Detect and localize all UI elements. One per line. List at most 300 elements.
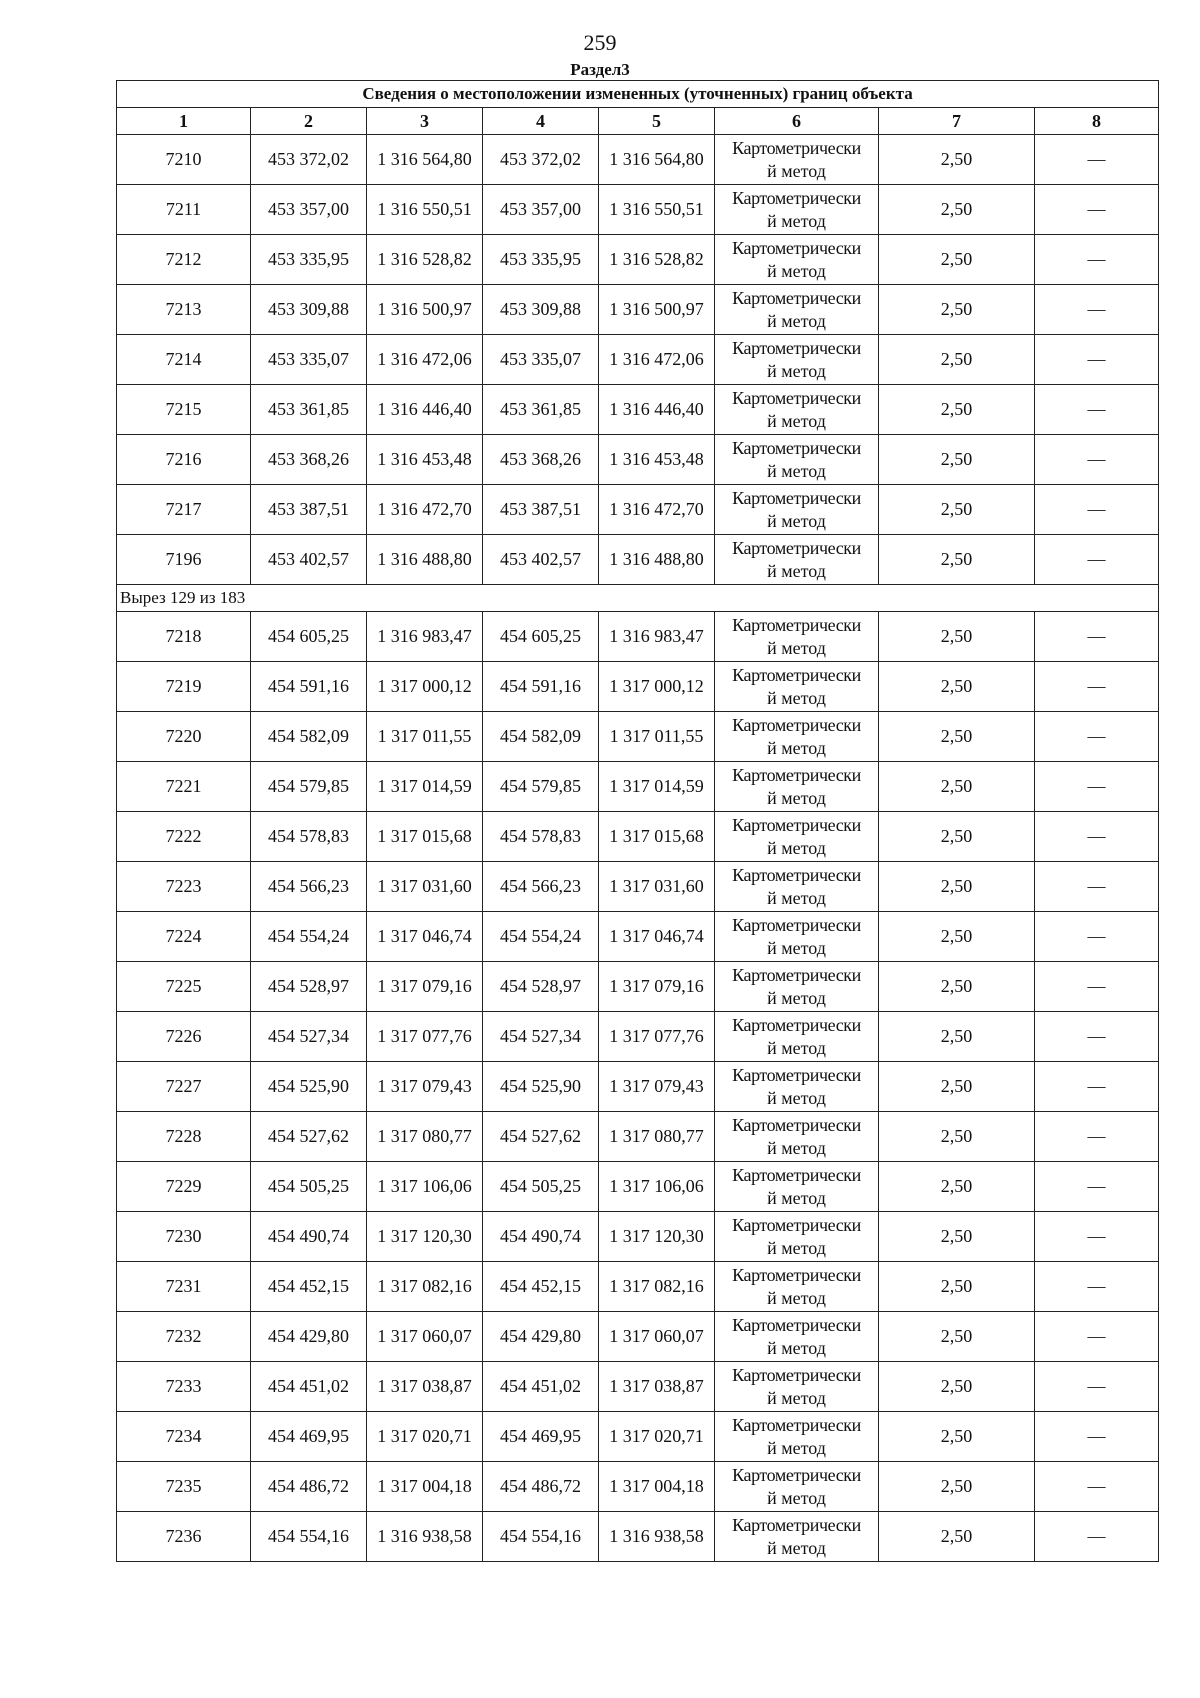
method-text-line: Картометрически <box>732 537 861 558</box>
point-number-cell: 7221 <box>117 762 251 812</box>
y-coordinate-cell: 1 316 564,80 <box>599 135 715 185</box>
table-row <box>117 135 1159 185</box>
y-coordinate-cell: 1 317 106,06 <box>599 1162 715 1212</box>
column-number: 6 <box>715 108 879 135</box>
method-text-line: Картометрически <box>732 1514 861 1535</box>
method-cell <box>715 335 879 385</box>
x-coordinate-cell: 453 309,88 <box>251 285 367 335</box>
x-coordinate-cell: 454 605,25 <box>483 612 599 662</box>
x-coordinate-cell: 454 554,24 <box>483 912 599 962</box>
method-text-line: й метод <box>767 460 826 481</box>
x-coordinate-cell: 454 525,90 <box>483 1062 599 1112</box>
method-text-line: й метод <box>767 887 826 908</box>
note-cell: — <box>1035 1012 1159 1062</box>
x-coordinate-cell: 454 469,95 <box>483 1412 599 1462</box>
y-coordinate-cell: 1 317 031,60 <box>367 862 483 912</box>
method-cell <box>715 435 879 485</box>
y-coordinate-cell: 1 316 938,58 <box>599 1512 715 1562</box>
y-coordinate-cell: 1 317 015,68 <box>599 812 715 862</box>
point-number-cell: 7224 <box>117 912 251 962</box>
accuracy-cell: 2,50 <box>879 135 1035 185</box>
table-row <box>117 535 1159 585</box>
accuracy-cell: 2,50 <box>879 185 1035 235</box>
method-text-line: й метод <box>767 1537 826 1558</box>
note-cell: — <box>1035 185 1159 235</box>
x-coordinate-cell: 454 566,23 <box>251 862 367 912</box>
y-coordinate-cell: 1 317 079,16 <box>599 962 715 1012</box>
table-row <box>117 912 1159 962</box>
y-coordinate-cell: 1 316 453,48 <box>599 435 715 485</box>
x-coordinate-cell: 454 525,90 <box>251 1062 367 1112</box>
section-title: Раздел3 <box>570 60 630 79</box>
y-coordinate-cell: 1 317 080,77 <box>367 1112 483 1162</box>
table-row <box>117 1312 1159 1362</box>
table-row <box>117 285 1159 335</box>
column-number: 2 <box>251 108 367 135</box>
table-row <box>117 762 1159 812</box>
x-coordinate-cell: 454 527,34 <box>251 1012 367 1062</box>
table-row <box>117 1262 1159 1312</box>
accuracy-cell: 2,50 <box>879 1412 1035 1462</box>
y-coordinate-cell: 1 317 046,74 <box>599 912 715 962</box>
y-coordinate-cell: 1 317 000,12 <box>367 662 483 712</box>
y-coordinate-cell: 1 316 938,58 <box>367 1512 483 1562</box>
table-row <box>117 335 1159 385</box>
method-cell <box>715 1212 879 1262</box>
y-coordinate-cell: 1 316 472,70 <box>367 485 483 535</box>
x-coordinate-cell: 453 335,07 <box>483 335 599 385</box>
point-number-cell: 7213 <box>117 285 251 335</box>
point-number-cell: 7228 <box>117 1112 251 1162</box>
method-cell <box>715 1062 879 1112</box>
method-text-line: й метод <box>767 1487 826 1508</box>
method-cell <box>715 1312 879 1362</box>
accuracy-cell: 2,50 <box>879 1512 1035 1562</box>
point-number-cell: 7233 <box>117 1362 251 1412</box>
point-number-cell: 7211 <box>117 185 251 235</box>
point-number-cell: 7223 <box>117 862 251 912</box>
y-coordinate-cell: 1 317 120,30 <box>599 1212 715 1262</box>
point-number-cell: 7231 <box>117 1262 251 1312</box>
method-cell <box>715 535 879 585</box>
y-coordinate-cell: 1 317 038,87 <box>367 1362 483 1412</box>
table-row <box>117 1462 1159 1512</box>
x-coordinate-cell: 453 335,07 <box>251 335 367 385</box>
column-number: 7 <box>879 108 1035 135</box>
y-coordinate-cell: 1 317 004,18 <box>367 1462 483 1512</box>
note-cell: — <box>1035 1112 1159 1162</box>
x-coordinate-cell: 454 505,25 <box>483 1162 599 1212</box>
y-coordinate-cell: 1 316 983,47 <box>367 612 483 662</box>
method-text-line: й метод <box>767 937 826 958</box>
table-row <box>117 1062 1159 1112</box>
accuracy-cell: 2,50 <box>879 335 1035 385</box>
y-coordinate-cell: 1 317 046,74 <box>367 912 483 962</box>
x-coordinate-cell: 453 402,57 <box>483 535 599 585</box>
y-coordinate-cell: 1 316 550,51 <box>599 185 715 235</box>
point-number-cell: 7222 <box>117 812 251 862</box>
y-coordinate-cell: 1 316 488,80 <box>367 535 483 585</box>
table-row <box>117 712 1159 762</box>
column-number: 1 <box>117 108 251 135</box>
method-text-line: Картометрически <box>732 714 861 735</box>
x-coordinate-cell: 453 357,00 <box>483 185 599 235</box>
note-cell: — <box>1035 762 1159 812</box>
method-text-line: й метод <box>767 687 826 708</box>
table-row <box>117 612 1159 662</box>
method-text-line: Картометрически <box>732 1264 861 1285</box>
method-text-line: й метод <box>767 360 826 381</box>
x-coordinate-cell: 453 335,95 <box>483 235 599 285</box>
method-text-line: й метод <box>767 1237 826 1258</box>
table-row <box>117 662 1159 712</box>
y-coordinate-cell: 1 316 528,82 <box>367 235 483 285</box>
y-coordinate-cell: 1 317 060,07 <box>367 1312 483 1362</box>
method-text-line: й метод <box>767 1087 826 1108</box>
accuracy-cell: 2,50 <box>879 1212 1035 1262</box>
x-coordinate-cell: 454 528,97 <box>483 962 599 1012</box>
accuracy-cell: 2,50 <box>879 1312 1035 1362</box>
accuracy-cell: 2,50 <box>879 385 1035 435</box>
x-coordinate-cell: 454 566,23 <box>483 862 599 912</box>
y-coordinate-cell: 1 317 015,68 <box>367 812 483 862</box>
x-coordinate-cell: 454 591,16 <box>483 662 599 712</box>
accuracy-cell: 2,50 <box>879 1112 1035 1162</box>
x-coordinate-cell: 454 429,80 <box>251 1312 367 1362</box>
note-cell: — <box>1035 485 1159 535</box>
y-coordinate-cell: 1 316 500,97 <box>367 285 483 335</box>
point-number-cell: 7227 <box>117 1062 251 1112</box>
method-cell <box>715 1262 879 1312</box>
y-coordinate-cell: 1 317 106,06 <box>367 1162 483 1212</box>
method-text-line: Картометрически <box>732 1114 861 1135</box>
x-coordinate-cell: 454 579,85 <box>483 762 599 812</box>
x-coordinate-cell: 454 528,97 <box>251 962 367 1012</box>
note-cell: — <box>1035 862 1159 912</box>
accuracy-cell: 2,50 <box>879 485 1035 535</box>
y-coordinate-cell: 1 317 080,77 <box>599 1112 715 1162</box>
y-coordinate-cell: 1 317 014,59 <box>599 762 715 812</box>
y-coordinate-cell: 1 316 446,40 <box>599 385 715 435</box>
method-text-line: й метод <box>767 260 826 281</box>
y-coordinate-cell: 1 317 077,76 <box>599 1012 715 1062</box>
method-cell <box>715 1512 879 1562</box>
method-text-line: Картометрически <box>732 337 861 358</box>
x-coordinate-cell: 454 605,25 <box>251 612 367 662</box>
y-coordinate-cell: 1 316 528,82 <box>599 235 715 285</box>
x-coordinate-cell: 453 361,85 <box>483 385 599 435</box>
point-number-cell: 7216 <box>117 435 251 485</box>
method-cell <box>715 712 879 762</box>
y-coordinate-cell: 1 316 550,51 <box>367 185 483 235</box>
method-cell <box>715 862 879 912</box>
accuracy-cell: 2,50 <box>879 862 1035 912</box>
method-text-line: Картометрически <box>732 137 861 158</box>
method-cell <box>715 485 879 535</box>
point-number-cell: 7234 <box>117 1412 251 1462</box>
x-coordinate-cell: 454 527,62 <box>251 1112 367 1162</box>
accuracy-cell: 2,50 <box>879 1462 1035 1512</box>
method-text-line: й метод <box>767 737 826 758</box>
note-cell: — <box>1035 385 1159 435</box>
y-coordinate-cell: 1 316 472,06 <box>367 335 483 385</box>
method-cell <box>715 185 879 235</box>
x-coordinate-cell: 453 402,57 <box>251 535 367 585</box>
x-coordinate-cell: 454 527,62 <box>483 1112 599 1162</box>
accuracy-cell: 2,50 <box>879 762 1035 812</box>
table-row <box>117 235 1159 285</box>
x-coordinate-cell: 454 554,16 <box>251 1512 367 1562</box>
accuracy-cell: 2,50 <box>879 1062 1035 1112</box>
method-text-line: Картометрически <box>732 914 861 935</box>
note-cell: — <box>1035 962 1159 1012</box>
method-text-line: Картометрически <box>732 187 861 208</box>
note-cell: — <box>1035 612 1159 662</box>
y-coordinate-cell: 1 316 983,47 <box>599 612 715 662</box>
method-cell <box>715 235 879 285</box>
note-cell: — <box>1035 912 1159 962</box>
x-coordinate-cell: 454 554,24 <box>251 912 367 962</box>
point-number-cell: 7218 <box>117 612 251 662</box>
x-coordinate-cell: 454 451,02 <box>483 1362 599 1412</box>
note-cell: — <box>1035 335 1159 385</box>
x-coordinate-cell: 454 452,15 <box>483 1262 599 1312</box>
note-cell: — <box>1035 1512 1159 1562</box>
note-cell: — <box>1035 1062 1159 1112</box>
method-text-line: й метод <box>767 1187 826 1208</box>
method-cell <box>715 285 879 335</box>
y-coordinate-cell: 1 317 120,30 <box>367 1212 483 1262</box>
column-number-row <box>117 108 1159 135</box>
note-cell: — <box>1035 1262 1159 1312</box>
note-cell: — <box>1035 1312 1159 1362</box>
x-coordinate-cell: 454 505,25 <box>251 1162 367 1212</box>
table-row <box>117 485 1159 535</box>
method-text-line: Картометрически <box>732 287 861 308</box>
x-coordinate-cell: 454 591,16 <box>251 662 367 712</box>
y-coordinate-cell: 1 317 079,43 <box>367 1062 483 1112</box>
point-number-cell: 7236 <box>117 1512 251 1562</box>
y-coordinate-cell: 1 316 453,48 <box>367 435 483 485</box>
point-number-cell: 7217 <box>117 485 251 535</box>
point-number-cell: 7232 <box>117 1312 251 1362</box>
point-number-cell: 7230 <box>117 1212 251 1262</box>
method-text-line: Картометрически <box>732 964 861 985</box>
page-number: 259 <box>583 30 617 55</box>
table-row <box>117 1162 1159 1212</box>
y-coordinate-cell: 1 316 472,70 <box>599 485 715 535</box>
y-coordinate-cell: 1 316 446,40 <box>367 385 483 435</box>
x-coordinate-cell: 453 309,88 <box>483 285 599 335</box>
y-coordinate-cell: 1 317 082,16 <box>599 1262 715 1312</box>
accuracy-cell: 2,50 <box>879 285 1035 335</box>
y-coordinate-cell: 1 317 014,59 <box>367 762 483 812</box>
accuracy-cell: 2,50 <box>879 235 1035 285</box>
method-text-line: й метод <box>767 210 826 231</box>
method-text-line: й метод <box>767 510 826 531</box>
x-coordinate-cell: 453 361,85 <box>251 385 367 435</box>
y-coordinate-cell: 1 316 564,80 <box>367 135 483 185</box>
x-coordinate-cell: 453 357,00 <box>251 185 367 235</box>
x-coordinate-cell: 454 578,83 <box>251 812 367 862</box>
method-text-line: Картометрически <box>732 237 861 258</box>
column-number: 5 <box>599 108 715 135</box>
note-cell: — <box>1035 1162 1159 1212</box>
y-coordinate-cell: 1 317 011,55 <box>367 712 483 762</box>
method-cell <box>715 962 879 1012</box>
x-coordinate-cell: 454 554,16 <box>483 1512 599 1562</box>
x-coordinate-cell: 454 579,85 <box>251 762 367 812</box>
note-cell: — <box>1035 1462 1159 1512</box>
y-coordinate-cell: 1 317 000,12 <box>599 662 715 712</box>
note-cell: — <box>1035 662 1159 712</box>
method-text-line: Картометрически <box>732 864 861 885</box>
accuracy-cell: 2,50 <box>879 712 1035 762</box>
y-coordinate-cell: 1 317 079,16 <box>367 962 483 1012</box>
accuracy-cell: 2,50 <box>879 535 1035 585</box>
x-coordinate-cell: 454 490,74 <box>251 1212 367 1262</box>
method-text-line: Картометрически <box>732 1414 861 1435</box>
accuracy-cell: 2,50 <box>879 912 1035 962</box>
y-coordinate-cell: 1 317 060,07 <box>599 1312 715 1362</box>
x-coordinate-cell: 453 368,26 <box>251 435 367 485</box>
accuracy-cell: 2,50 <box>879 1162 1035 1212</box>
y-coordinate-cell: 1 317 038,87 <box>599 1362 715 1412</box>
method-text-line: Картометрически <box>732 1464 861 1485</box>
coordinates-table <box>116 80 1159 1562</box>
method-text-line: й метод <box>767 1437 826 1458</box>
table-row <box>117 385 1159 435</box>
note-cell: — <box>1035 1362 1159 1412</box>
column-number: 4 <box>483 108 599 135</box>
method-text-line: Картометрически <box>732 387 861 408</box>
method-text-line: й метод <box>767 310 826 331</box>
note-cell: — <box>1035 1212 1159 1262</box>
note-cell: — <box>1035 135 1159 185</box>
x-coordinate-cell: 453 387,51 <box>483 485 599 535</box>
x-coordinate-cell: 454 469,95 <box>251 1412 367 1462</box>
method-text-line: й метод <box>767 1287 826 1308</box>
note-cell: — <box>1035 235 1159 285</box>
column-number: 3 <box>367 108 483 135</box>
y-coordinate-cell: 1 317 020,71 <box>367 1412 483 1462</box>
method-cell <box>715 612 879 662</box>
x-coordinate-cell: 454 486,72 <box>251 1462 367 1512</box>
x-coordinate-cell: 454 582,09 <box>251 712 367 762</box>
method-cell <box>715 135 879 185</box>
x-coordinate-cell: 453 372,02 <box>483 135 599 185</box>
method-cell <box>715 912 879 962</box>
note-cell: — <box>1035 535 1159 585</box>
table-row <box>117 1362 1159 1412</box>
note-cell: — <box>1035 435 1159 485</box>
method-cell <box>715 1162 879 1212</box>
point-number-cell: 7214 <box>117 335 251 385</box>
point-number-cell: 7226 <box>117 1012 251 1062</box>
method-text-line: й метод <box>767 1037 826 1058</box>
note-cell: — <box>1035 1412 1159 1462</box>
column-number: 8 <box>1035 108 1159 135</box>
accuracy-cell: 2,50 <box>879 1362 1035 1412</box>
method-text-line: Картометрически <box>732 1014 861 1035</box>
method-cell <box>715 662 879 712</box>
table-caption: Сведения о местоположении измененных (уточненных) границ объекта <box>117 81 1159 108</box>
note-cell: — <box>1035 285 1159 335</box>
point-number-cell: 7210 <box>117 135 251 185</box>
method-text-line: й метод <box>767 987 826 1008</box>
x-coordinate-cell: 453 372,02 <box>251 135 367 185</box>
point-number-cell: 7235 <box>117 1462 251 1512</box>
y-coordinate-cell: 1 317 031,60 <box>599 862 715 912</box>
accuracy-cell: 2,50 <box>879 662 1035 712</box>
point-number-cell: 7215 <box>117 385 251 435</box>
x-coordinate-cell: 453 335,95 <box>251 235 367 285</box>
method-text-line: й метод <box>767 410 826 431</box>
x-coordinate-cell: 454 490,74 <box>483 1212 599 1262</box>
accuracy-cell: 2,50 <box>879 1262 1035 1312</box>
x-coordinate-cell: 454 429,80 <box>483 1312 599 1362</box>
y-coordinate-cell: 1 317 020,71 <box>599 1412 715 1462</box>
method-text-line: Картометрически <box>732 664 861 685</box>
method-text-line: Картометрически <box>732 1364 861 1385</box>
table-row <box>117 862 1159 912</box>
table-row <box>117 435 1159 485</box>
x-coordinate-cell: 454 451,02 <box>251 1362 367 1412</box>
y-coordinate-cell: 1 316 500,97 <box>599 285 715 335</box>
table-row <box>117 1412 1159 1462</box>
method-text-line: й метод <box>767 1137 826 1158</box>
y-coordinate-cell: 1 316 472,06 <box>599 335 715 385</box>
method-text-line: й метод <box>767 637 826 658</box>
y-coordinate-cell: 1 316 488,80 <box>599 535 715 585</box>
accuracy-cell: 2,50 <box>879 1012 1035 1062</box>
method-text-line: й метод <box>767 560 826 581</box>
table-row <box>117 812 1159 862</box>
note-cell: — <box>1035 812 1159 862</box>
method-text-line: Картометрически <box>732 487 861 508</box>
point-number-cell: 7220 <box>117 712 251 762</box>
method-text-line: Картометрически <box>732 1214 861 1235</box>
method-text-line: Картометрически <box>732 1314 861 1335</box>
accuracy-cell: 2,50 <box>879 435 1035 485</box>
y-coordinate-cell: 1 317 082,16 <box>367 1262 483 1312</box>
method-text-line: Картометрически <box>732 814 861 835</box>
x-coordinate-cell: 453 387,51 <box>251 485 367 535</box>
table-row <box>117 1112 1159 1162</box>
x-coordinate-cell: 454 578,83 <box>483 812 599 862</box>
y-coordinate-cell: 1 317 079,43 <box>599 1062 715 1112</box>
table-row <box>117 1512 1159 1562</box>
method-text-line: й метод <box>767 787 826 808</box>
method-text-line: Картометрически <box>732 437 861 458</box>
cutout-label: Вырез 129 из 183 <box>117 585 1159 612</box>
note-cell: — <box>1035 712 1159 762</box>
y-coordinate-cell: 1 317 077,76 <box>367 1012 483 1062</box>
point-number-cell: 7225 <box>117 962 251 1012</box>
accuracy-cell: 2,50 <box>879 612 1035 662</box>
method-cell <box>715 1362 879 1412</box>
point-number-cell: 7212 <box>117 235 251 285</box>
method-text-line: й метод <box>767 837 826 858</box>
x-coordinate-cell: 454 452,15 <box>251 1262 367 1312</box>
point-number-cell: 7229 <box>117 1162 251 1212</box>
method-cell <box>715 812 879 862</box>
method-cell <box>715 1462 879 1512</box>
table-row <box>117 185 1159 235</box>
point-number-cell: 7196 <box>117 535 251 585</box>
method-text-line: Картометрически <box>732 1064 861 1085</box>
x-coordinate-cell: 454 582,09 <box>483 712 599 762</box>
